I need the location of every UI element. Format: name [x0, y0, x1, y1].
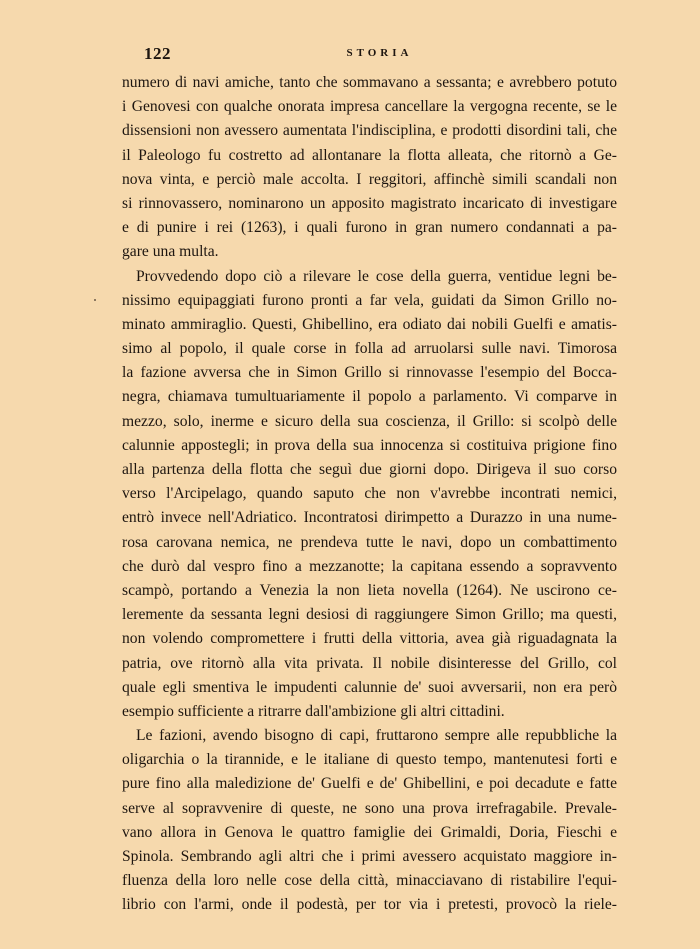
text-line: calunnie appostegli; in prova della sua innocenza si costituiva prigione fino [122, 436, 617, 454]
text-line: minato ammiraglio. Questi, Ghibellino, era odiato dai nobili Guelfi e amatis- [122, 315, 617, 333]
text-line: patria, ove ritornò alla vita privata. Il nobile disinteresse del Grillo, col [122, 654, 617, 672]
text-line: pure fino alla maledizione de' Guelfi e de' Ghibellini, e poi decadute e fatte [122, 775, 617, 793]
text-line: simo al popolo, il quale corse in folla ad arruolarsi sulle navi. Timorosa [122, 340, 617, 358]
text-line: fluenza della loro nelle cose della città, minacciavano di ristabilire l'equi- [122, 872, 617, 890]
body-text [122, 71, 617, 918]
text-line: scampò, portando a Venezia la non lieta novella (1264). Ne uscirono ce- [122, 581, 617, 599]
text-line: il Paleologo fu costretto ad allontanare la flotta alleata, che ritornò a Ge- [122, 146, 617, 164]
text-line: la fazione avversa che in Simon Grillo si rinnovasse l'esempio del Bocca- [122, 364, 617, 382]
text-line: rosa carovana nemica, ne prendeva tutte le navi, dopo un combattimento [122, 533, 617, 551]
text-line: vano allora in Genova le quattro famiglie dei Grimaldi, Doria, Fieschi e [122, 823, 617, 841]
text-line: entrò invece nell'Adriatico. Incontratosi dirimpetto a Durazzo in una nume- [122, 509, 617, 527]
text-line: Provvedendo dopo ciò a rilevare le cose della guerra, ventidue legni be- [136, 267, 617, 285]
page-header [122, 44, 617, 68]
text-line: librio con l'armi, onde il podestà, per tor via i pretesti, provocò la riele- [122, 896, 617, 914]
text-line: nissimo equipaggiati furono pronti a far vela, guidati da Simon Grillo no- [122, 291, 617, 309]
text-line: leremente da sessanta legni desiosi di raggiungere Simon Grillo; ma questi, [122, 606, 617, 624]
text-line: negra, chiamava tumultuariamente il popolo a parlamento. Vi comparve in [122, 388, 617, 406]
text-line: alla partenza della flotta che seguì due giorni dopo. Dirigeva il suo corso [122, 461, 617, 478]
page-number: 122 [144, 44, 171, 63]
text-line: i Genovesi con qualche onorata impresa cancellare la vergogna recente, se le [122, 98, 617, 116]
text-line: mezzo, solo, inerme e sicuro della sua coscienza, il Grillo: si scolpò delle [122, 412, 617, 430]
running-title: STORIA [346, 47, 413, 59]
text-line: oligarchia o la tirannide, e le italiane di questo tempo, mantenutesi forti e [122, 751, 617, 769]
text-line: dissensioni non avessero aumentata l'indisciplina, e prodotti disordini tali, che [122, 122, 617, 140]
text-line: si rinnovassero, nominarono un apposito magistrato incaricato di investigare [122, 194, 617, 212]
text-line: che durò dal vespro fino a mezzanotte; la capitana essendo a sopravvento [122, 557, 617, 575]
text-line: Le fazioni, avendo bisogno di capi, fruttarono sempre alle repubbliche la [136, 727, 617, 745]
text-line: e di punire i rei (1263), i quali furono in gran numero condannati a pa- [122, 219, 617, 237]
text-line: quale egli smentiva le impudenti calunnie de' suoi avversarii, non era però [122, 678, 617, 696]
text-line: gare una multa. [122, 243, 219, 261]
text-line: non volendo compromettere i frutti della vittoria, avea già riguadagnata la [122, 630, 617, 648]
text-line: nova vinta, e perciò male accolta. I reggitori, affinchè simili scandali non [122, 170, 617, 188]
paper-speck [94, 299, 96, 301]
text-line: esempio sufficiente a ritrarre dall'ambizione gli altri cittadini. [122, 702, 505, 720]
text-line: serve al sopravvenire di queste, ne sono una prova irrefragabile. Prevale- [122, 799, 617, 817]
text-line: Spinola. Sembrando agli altri che i primi avessero acquistato maggiore in- [122, 848, 617, 865]
text-line: verso l'Arcipelago, quando saputo che non v'avrebbe incontrati nemici, [122, 485, 617, 503]
text-line: numero di navi amiche, tanto che sommavano a sessanta; e avrebbero potuto [122, 74, 617, 91]
